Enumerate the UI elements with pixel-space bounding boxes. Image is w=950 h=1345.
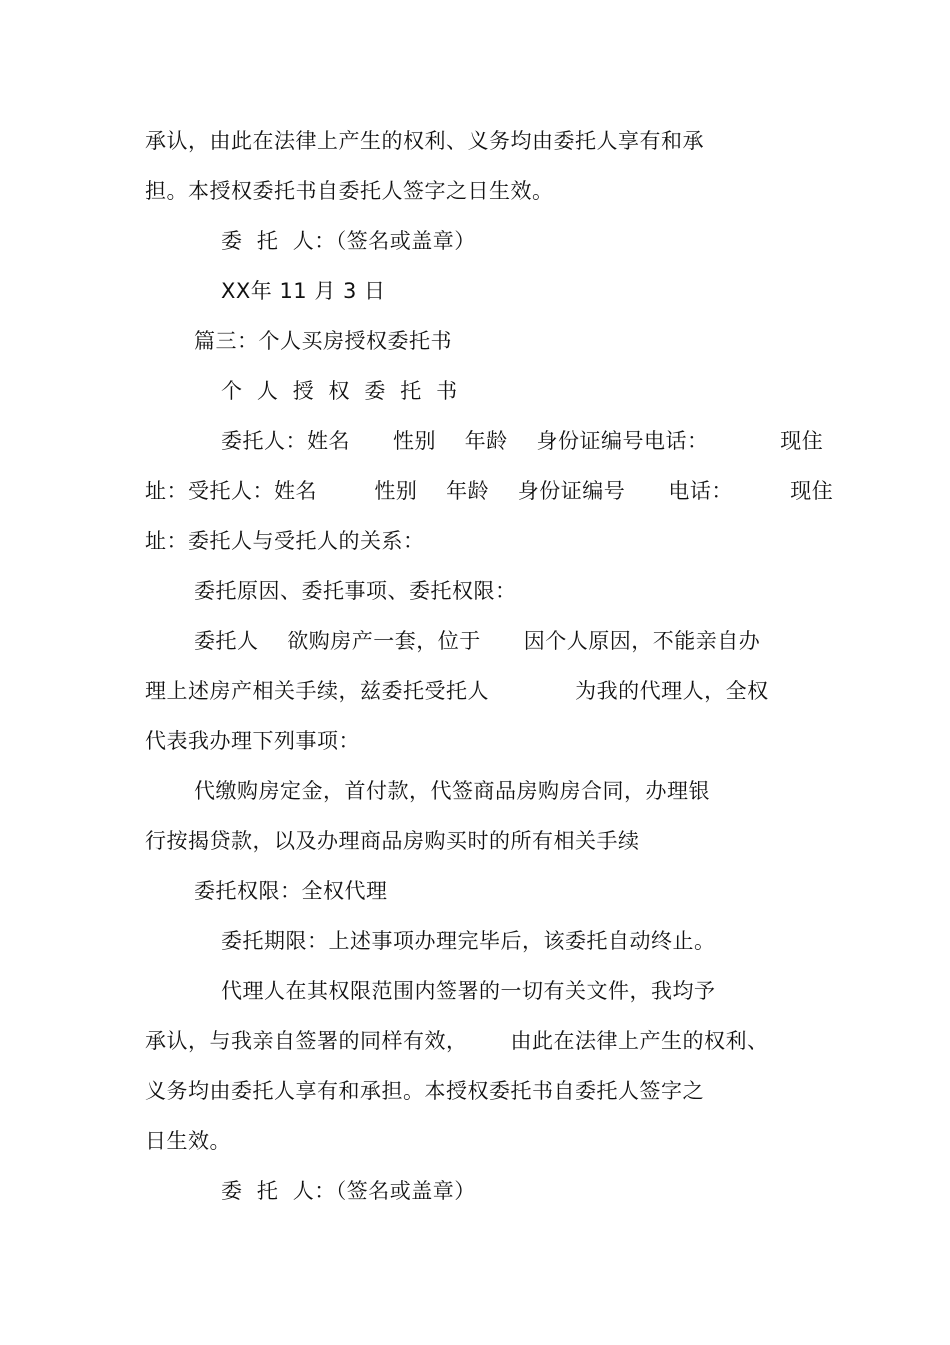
section-heading: 篇三：个人买房授权委托书 — [194, 329, 452, 353]
body-text-line: 委托人 欲购房产一套，位于 因个人原因，不能亲自办 — [194, 629, 761, 653]
body-text-line: 代理人在其权限范围内签署的一切有关文件，我均予 — [221, 979, 716, 1003]
body-text-line: 日生效。 — [145, 1129, 231, 1153]
principal-signature-line: 委 托 人：（签名或盖章） — [221, 229, 476, 253]
authority-line: 委托权限：全权代理 — [194, 879, 388, 903]
body-text-line: 义务均由委托人享有和承担。本授权委托书自委托人签字之 — [145, 1079, 704, 1103]
body-text-line: 代缴购房定金，首付款，代签商品房购房合同，办理银 — [194, 779, 710, 803]
body-text-line: 行按揭贷款，以及办理商品房购买时的所有相关手续 — [145, 829, 640, 853]
term-line: 委托期限：上述事项办理完毕后，该委托自动终止。 — [221, 929, 716, 953]
body-text-line: 承认，与我亲自签署的同样有效， 由此在法律上产生的权利、 — [145, 1029, 769, 1053]
relationship-line: 址：委托人与受托人的关系： — [145, 529, 425, 553]
principal-info-line: 委托人：姓名 性别 年龄 身份证编号电话： 现住 — [221, 429, 824, 453]
body-text-line: 理上述房产相关手续，兹委托受托人 为我的代理人，全权 — [145, 679, 769, 703]
body-text-line: 代表我办理下列事项： — [145, 729, 360, 753]
document-title: 个 人 授 权 委 托 书 — [221, 379, 458, 403]
body-text-line: 担。本授权委托书自委托人签字之日生效。 — [145, 179, 554, 203]
date-line: XX年 11 月 3 日 — [221, 279, 386, 303]
principal-signature-line: 委 托 人：（签名或盖章） — [221, 1179, 476, 1203]
subheading: 委托原因、委托事项、委托权限： — [194, 579, 517, 603]
agent-info-line: 址：受托人：姓名 性别 年龄 身份证编号 电话： 现住 — [145, 479, 834, 503]
body-text-line: 承认，由此在法律上产生的权利、义务均由委托人享有和承 — [145, 129, 704, 153]
